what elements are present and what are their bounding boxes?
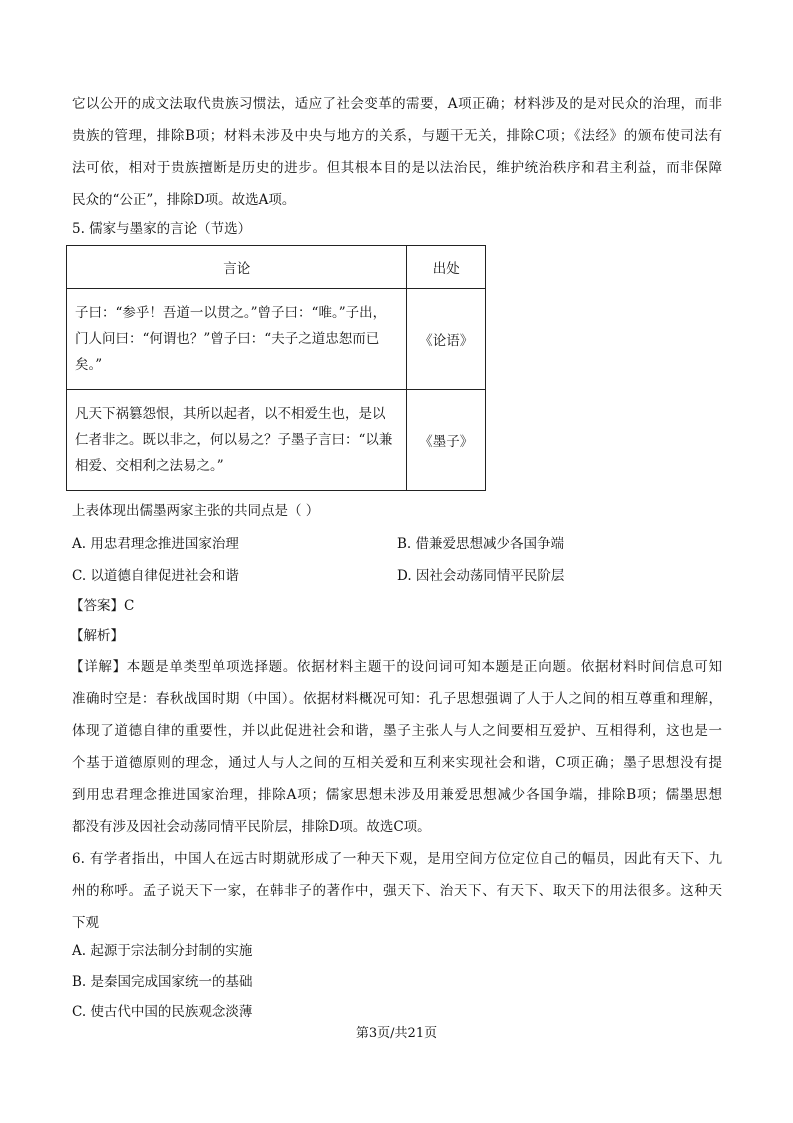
header-source: 出处	[407, 246, 486, 289]
question-6-stem-line-3: 下观	[72, 915, 99, 931]
q6-option-a: A. 起源于宗法制分封制的实施	[72, 943, 253, 959]
option-b: B. 借兼爱思想减少各国争端	[397, 536, 565, 552]
option-a: A. 用忠君理念推进国家治理	[72, 536, 239, 552]
detail-line-3: 体现了道德自律的重要性，并以此促进社会和谐，墨子主张人与人之间要相互爱护、互相得利，这也是一	[72, 723, 722, 739]
option-c: C. 以道德自律促进社会和谐	[72, 568, 239, 584]
q6-option-c: C. 使古代中国的民族观念淡薄	[72, 1004, 253, 1020]
option-d: D. 因社会动荡同情平民阶层	[397, 568, 565, 584]
intro-line-3: 法可依，相对于贵族擅断是历史的进步。但其根本目的是以法治民，维护统治秩序和君主利益，而非保障	[72, 160, 722, 176]
quote-line: 子曰：“参乎！吾道一以贯之。”曾子曰：“唯。”子出，	[75, 305, 387, 321]
intro-line-1: 它以公开的成文法取代贵族习惯法，适应了社会变革的需要，A项正确；材料涉及的是对民众的治理，而非	[72, 96, 722, 112]
table-row	[67, 289, 486, 390]
detail-line-5: 到用忠君理念推进国家治理，排除A项；儒家思想未涉及用兼爱思想减少各国争端，排除B项；儒墨思想	[72, 787, 722, 803]
quote-line: 仁者非之。既以非之，何以易之？子墨子言曰：“以兼	[75, 432, 393, 448]
quote-line: 相爱、交相利之法易之。”	[75, 458, 224, 474]
quote-cell	[67, 289, 407, 390]
quote-line: 矣。”	[75, 357, 103, 373]
page-footer: 第3页/共21页	[355, 1026, 438, 1041]
quote-line: 门人问曰：“何谓也？”曾子曰：“夫子之道忠恕而已	[75, 331, 380, 347]
question-5-title: 5. 儒家与墨家的言论（节选）	[72, 221, 252, 237]
question-6-stem-line-2: 州的称呼。孟子说天下一家，在韩非子的著作中，强天下、治天下、有天下、取天下的用法很多。这种天	[72, 883, 722, 899]
source-cell: 《墨子》	[407, 390, 486, 491]
quote-cell	[67, 390, 407, 491]
detail-line-4: 个基于道德原则的理念，通过人与人之间的互相关爱和互利来实现社会和谐，C项正确；墨子思想没有提	[72, 755, 722, 771]
header-quote: 言论	[67, 246, 407, 289]
intro-line-2: 贵族的管理，排除B项；材料未涉及中央与地方的关系，与题干无关，排除C项；《法经》的颁布使司法有	[72, 128, 722, 144]
detail-line-2: 准确时空是：春秋战国时期（中国）。依据材料概况可知：孔子思想强调了人于人之间的相互尊重和理解，	[72, 691, 722, 707]
question-6-stem-line-1: 6. 有学者指出，中国人在远古时期就形成了一种天下观，是用空间方位定位自己的幅员，因此有天下、九	[72, 851, 722, 867]
detail-line-1: 【详解】本题是单类型单项选择题。依据材料主题干的设问词可知本题是正向题。依据材料时间信息可知	[70, 659, 722, 675]
detail-line-6: 都没有涉及因社会动荡同情平民阶层，排除D项。故选C项。	[72, 819, 431, 835]
quote-table	[66, 245, 486, 491]
analysis-label: 【解析】	[70, 628, 124, 644]
table-row	[67, 390, 486, 491]
answer-label: 【答案】C	[70, 598, 135, 614]
quote-line: 凡天下祸篡怨恨，其所以起者，以不相爱生也，是以	[75, 406, 386, 422]
intro-line-4: 民众的“公正”，排除D项。故选A项。	[72, 192, 296, 208]
table-header-row	[67, 246, 486, 289]
q6-option-b: B. 是秦国完成国家统一的基础	[72, 974, 253, 990]
question-5-stem: 上表体现出儒墨两家主张的共同点是（ ）	[72, 503, 320, 519]
source-cell: 《论语》	[407, 289, 486, 390]
